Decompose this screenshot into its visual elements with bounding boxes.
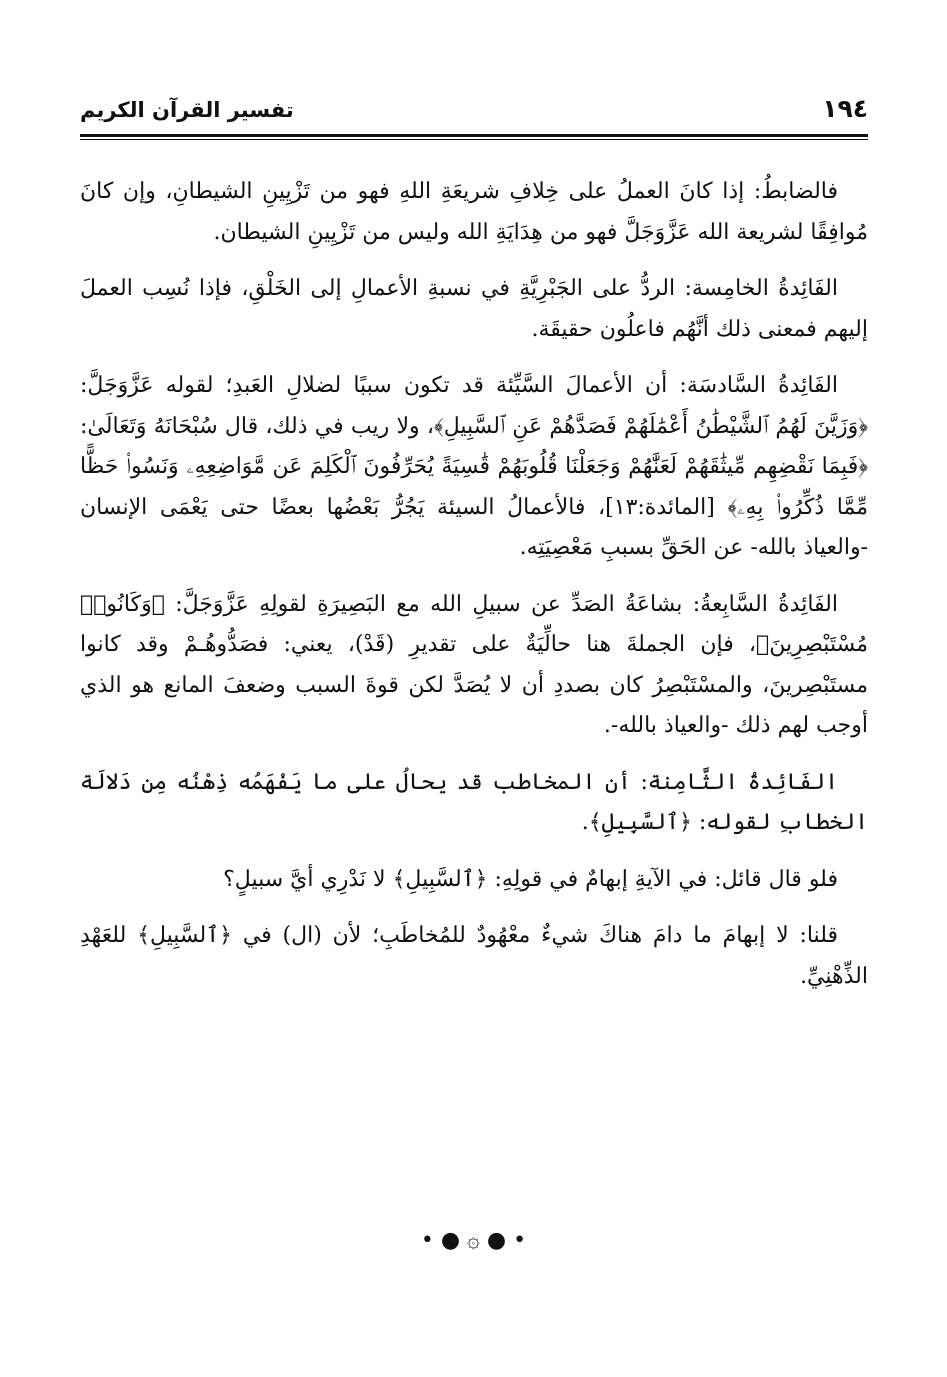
body-text <box>80 172 868 1013</box>
paragraph-answer: قلنا: لا إبهامَ ما دامَ هناكَ شيءٌ معْهُودٌ للمُخاطَبِ؛ لأن (ال) في ﴿ٱلسَّبِيلِ﴾ للعَهْدِ الذِّهْنِيِّ. <box>80 923 868 989</box>
paragraph-benefit-7: الفَائِدةُ السَّابِعةُ: بشاعَةُ الصَدِّ عن سبيلِ الله مع البَصِيرَةِ لقولِهِ عَزَّوَجَلَّ: ﴿وَكَانُوا۟ مُسْتَبْصِرِينَ﴾، فإن الجملةَ هنا حالِّيَةٌ على تقديرِ (قَدْ)، يعني: فصَدُّوهُـمْ وقد كانوا مستَبْصِرينَ، والمسْتَبْصِرُ كان بصددِ أن لا يُصَدَّ لكن قوةَ السبب وضعفَ المانع هو الذي أوجب لهم ذلك -والعياذ بالله-. <box>80 591 868 738</box>
page-number: ١٩٤ <box>822 94 868 123</box>
paragraph-rule: فالضابطُ: إذا كانَ العملُ على خِلافِ شريعَةِ اللهِ فهو من تَزْيِينِ الشيطانِ، وإن كانَ مُوافِقًا لشريعة الله عَزَّوَجَلَّ فهو من هِدَايَةِ الله وليس من تَزْيِينِ الشيطان. <box>80 179 868 245</box>
end-ornament: • ● ۞ ● • <box>420 1228 527 1253</box>
page-header <box>80 92 868 132</box>
header-rule-thin <box>80 139 868 140</box>
running-title: تفسير القرآن الكريم <box>80 98 294 122</box>
paragraph-question: فلو قال قائل: في الآيةِ إبهامٌ في قولِهِ: ﴿ٱلسَّبِيلِ﴾ لا نَدْرِي أيَّ سبيلٍ؟ <box>223 866 838 892</box>
paragraph-benefit-5: الفَائِدةُ الخامِسة: الردُّ على الجَبْرِيَّةِ في نسبةِ الأعمالِ إلى الخَلْقِ، فإذا نُسِب العملَ إليهم فمعنى ذلك أنَّهُم فاعلُون حقيقَة. <box>80 276 868 342</box>
paragraph-benefit-8: الفَائِدةُ الثَّامِنة: أن المخاطب قد يحالُ على ما يَفْهَمُه ذِهْنُه مِن دَلالَة الخطابِ لقوله: ﴿ٱلسَّبِيلِ﴾. <box>80 769 868 835</box>
header-rule <box>80 134 868 137</box>
paragraph-benefit-6: الفَائِدةُ السَّادسَة: أن الأعمالَ السَّيِّئة قد تكون سببًا لضلالِ العَبدِ؛ لقوله عَزَّوَجَلَّ: ﴿وَزَيَّنَ لَهُمُ ٱلشَّيْطَٰنُ أَعْمَٰلَهُمْ فَصَدَّهُمْ عَنِ ٱلسَّبِيلِ﴾، ولا ريب في ذلك، قال سُبْحَانَهُ وَتَعَالَىٰ: ﴿فَبِمَا نَقْضِهِم مِّيثَٰقَهُمْ لَعَنَّٰهُمْ وَجَعَلْنَا قُلُوبَهُمْ قَٰسِيَةً يُحَرِّفُونَ ٱلْكَلِمَ عَن مَّوَاضِعِهِۦ وَنَسُوا۟ حَظًّا مِّمَّا ذُكِّرُوا۟ بِهِۦ﴾ [المائدة:١٣]، فالأعمالُ السيئة يَجُرُّ بَعْضُها بعضًا حتى يَعْمَى الإنسان -والعياذ بالله- عن الحَقِّ بسببِ مَعْصِيَتِه. <box>80 373 868 560</box>
